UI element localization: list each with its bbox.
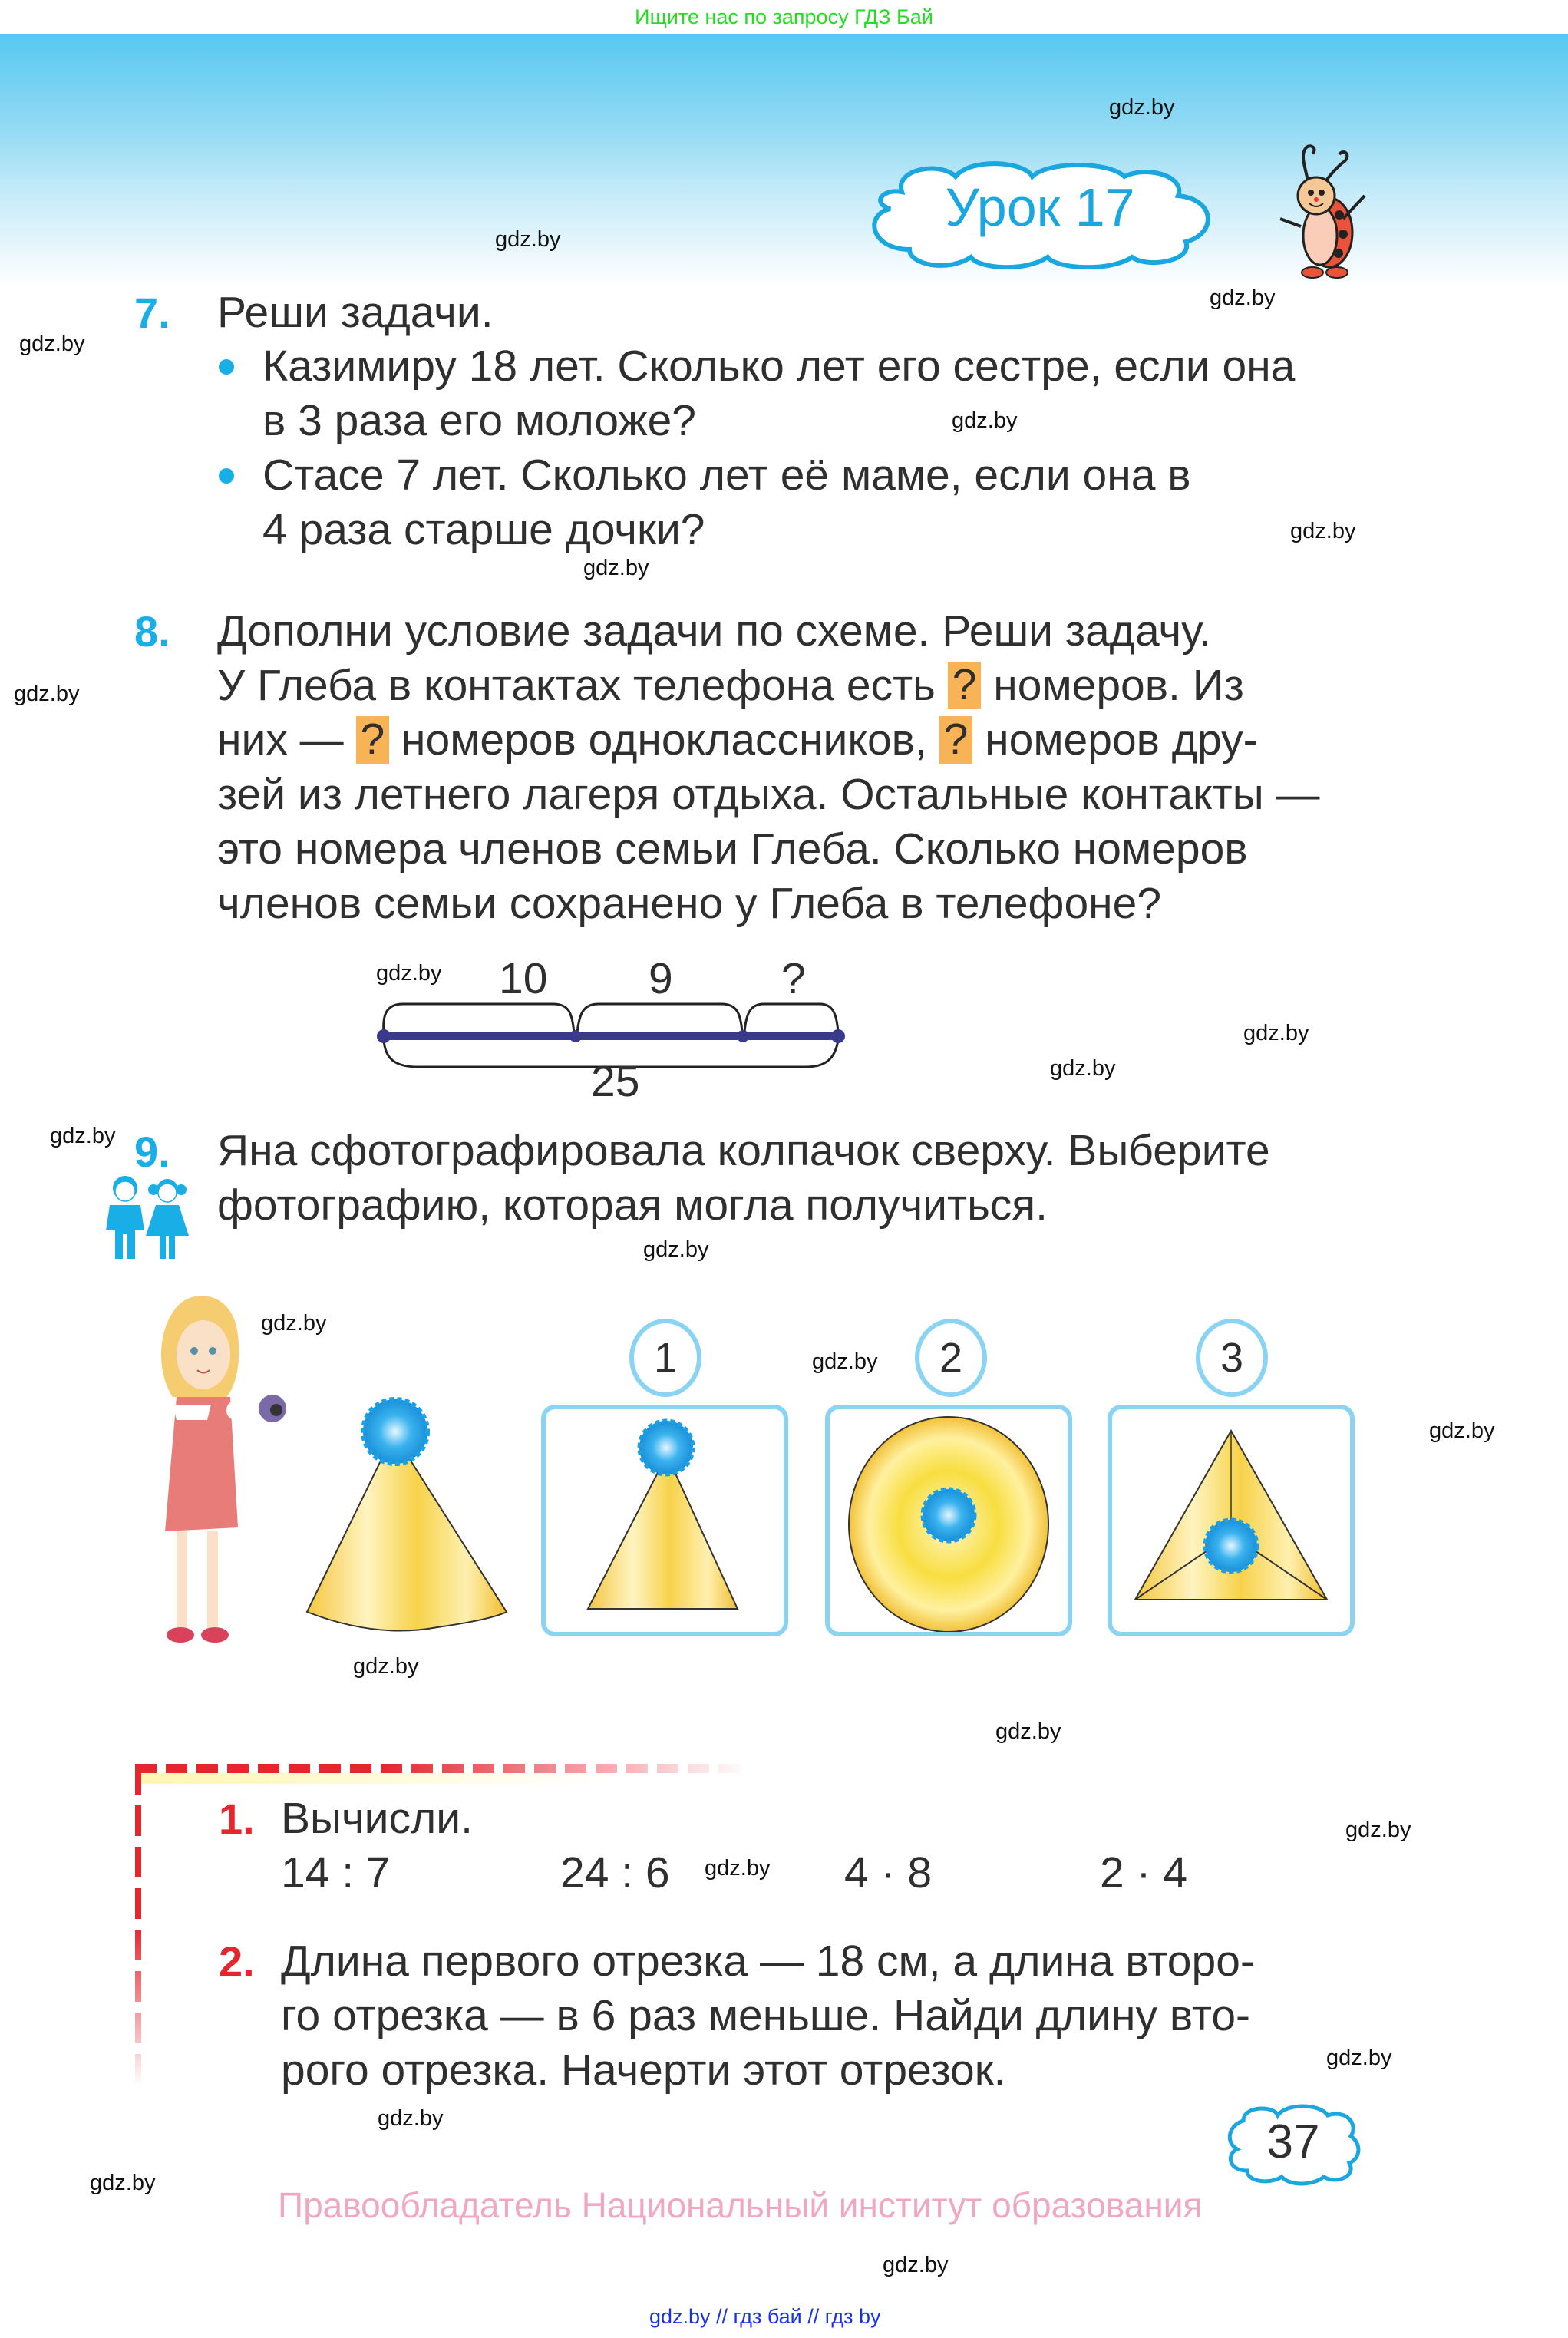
review-task1-number: 1.	[219, 1795, 255, 1843]
watermark-text: gdz.by	[1290, 519, 1356, 543]
circle-cap-icon	[830, 1409, 1068, 1632]
segment-label-2: 9	[649, 954, 673, 1003]
top-banner-text: Ищите нас по запросу ГДЗ Бай	[635, 5, 933, 28]
review-frame-left	[135, 1764, 141, 2086]
task8-line3: зей из летнего лагеря отдыха. Остальные контакты —	[217, 770, 1320, 819]
watermark-text: gdz.by	[1243, 1021, 1309, 1045]
cone-cap-image	[299, 1382, 530, 1643]
watermark-text: gdz.by	[995, 1719, 1061, 1744]
option-number-2[interactable]: 2	[915, 1319, 987, 1397]
option-number-3[interactable]: 3	[1196, 1319, 1268, 1397]
task7-number: 7.	[134, 289, 170, 337]
watermark-text: gdz.by	[353, 1654, 419, 1679]
option-photo-3[interactable]	[1108, 1405, 1355, 1636]
task9-number: 9.	[134, 1128, 170, 1176]
option-photo-1[interactable]	[541, 1405, 788, 1636]
question-box: ?	[356, 716, 390, 764]
bullet-icon	[219, 359, 234, 375]
task8-line4: это номера членов семьи Глеба. Сколько номеров	[217, 824, 1248, 873]
watermark-text: gdz.by	[952, 408, 1018, 433]
footer-links[interactable]: gdz.by // гдз бай // гдз by	[649, 2305, 881, 2328]
watermark-text: gdz.by	[883, 2253, 949, 2277]
task8-line5: членов семьи сохранено у Глеба в телефоне?	[217, 879, 1162, 928]
watermark-text: gdz.by	[1210, 286, 1276, 310]
option-photo-2[interactable]	[825, 1405, 1072, 1636]
question-box: ?	[948, 662, 982, 709]
lesson-title: Урок 17	[945, 177, 1135, 237]
task8-line1	[217, 659, 1244, 713]
page-number: 37	[1266, 2115, 1320, 2168]
watermark-text: gdz.by	[1050, 1056, 1116, 1081]
watermark-text: gdz.by	[495, 227, 561, 252]
task7-title: Реши задачи.	[217, 288, 494, 337]
task8-line2	[217, 713, 1258, 768]
task9-line1: Яна сфотографировала колпачок сверху. Выберите	[217, 1126, 1270, 1175]
pair-work-icon	[98, 1173, 194, 1261]
task8-title: Дополни условие задачи по схеме. Реши задачу.	[217, 606, 1211, 655]
watermark-text: gdz.by	[1345, 1818, 1411, 1842]
watermark-text: gdz.by	[643, 1237, 709, 1262]
review-task2-line2: го отрезка — в 6 раз меньше. Найди длину вто-	[281, 1991, 1251, 2040]
total-label: 25	[591, 1057, 640, 1106]
question-box: ?	[939, 716, 973, 764]
copyright-text: Правообладатель Национальный институт образования	[278, 2185, 1203, 2225]
task7-item1-line2: в 3 раза его моложе?	[262, 396, 696, 445]
segment-label-3: ?	[781, 954, 806, 1003]
review-task2-line3: рого отрезка. Начерти этот отрезок.	[281, 2046, 1006, 2095]
task8-line2-a: них —	[217, 715, 344, 764]
task8-line1-a: У Глеба в контактах телефона есть	[217, 661, 936, 710]
watermark-text: gdz.by	[812, 1349, 878, 1374]
task7-item1-line1: Казимиру 18 лет. Сколько лет его сестре, если она	[262, 342, 1296, 391]
watermark-text: gdz.by	[376, 961, 442, 986]
ladybug-icon	[1274, 142, 1374, 280]
triangle-cap-icon	[546, 1409, 784, 1632]
task8-line1-b: номеров. Из	[993, 661, 1244, 710]
task8-line2-b: номеров одноклассников,	[401, 715, 927, 764]
review-frame-glow	[135, 1773, 611, 1784]
segment-scheme	[361, 952, 1128, 1113]
watermark-text: gdz.by	[1429, 1418, 1495, 1443]
watermark-text: gdz.by	[583, 556, 649, 580]
expression-2: 24 : 6	[560, 1848, 670, 1897]
watermark-text: gdz.by	[378, 2106, 444, 2131]
option-number-1[interactable]: 1	[629, 1319, 701, 1397]
review-frame-top	[135, 1764, 749, 1773]
task7-item2-line1: Стасе 7 лет. Сколько лет её маме, если она в	[262, 451, 1191, 500]
scheme-diagram-icon	[361, 952, 1128, 1113]
watermark-text: gdz.by	[14, 682, 80, 706]
watermark-text: gdz.by	[19, 332, 85, 356]
expression-3: 4 · 8	[844, 1848, 933, 1897]
bullet-icon	[219, 468, 234, 484]
review-task2-number: 2.	[219, 1937, 255, 1986]
top-banner	[0, 0, 1568, 34]
girl-with-camera-image	[142, 1290, 295, 1658]
task7-item2-line2: 4 раза старше дочки?	[262, 505, 705, 554]
expression-4: 2 · 4	[1100, 1848, 1188, 1897]
watermark-text: gdz.by	[1109, 95, 1175, 120]
expression-1: 14 : 7	[281, 1848, 391, 1897]
watermark-text: gdz.by	[1326, 2046, 1392, 2070]
task9-line2: фотографию, которая могла получиться.	[217, 1181, 1048, 1230]
task8-number: 8.	[134, 607, 170, 655]
watermark-text: gdz.by	[705, 1856, 771, 1881]
triangle-center-cap-icon	[1112, 1409, 1350, 1632]
watermark-text: gdz.by	[50, 1124, 116, 1148]
review-task1-title: Вычисли.	[281, 1794, 473, 1843]
watermark-text: gdz.by	[261, 1311, 327, 1336]
watermark-text: gdz.by	[90, 2171, 156, 2195]
task8-line2-c: номеров дру-	[985, 715, 1258, 764]
review-task2-line1: Длина первого отрезка — 18 см, а длина второ-	[281, 1937, 1255, 1986]
segment-label-1: 10	[499, 954, 548, 1003]
